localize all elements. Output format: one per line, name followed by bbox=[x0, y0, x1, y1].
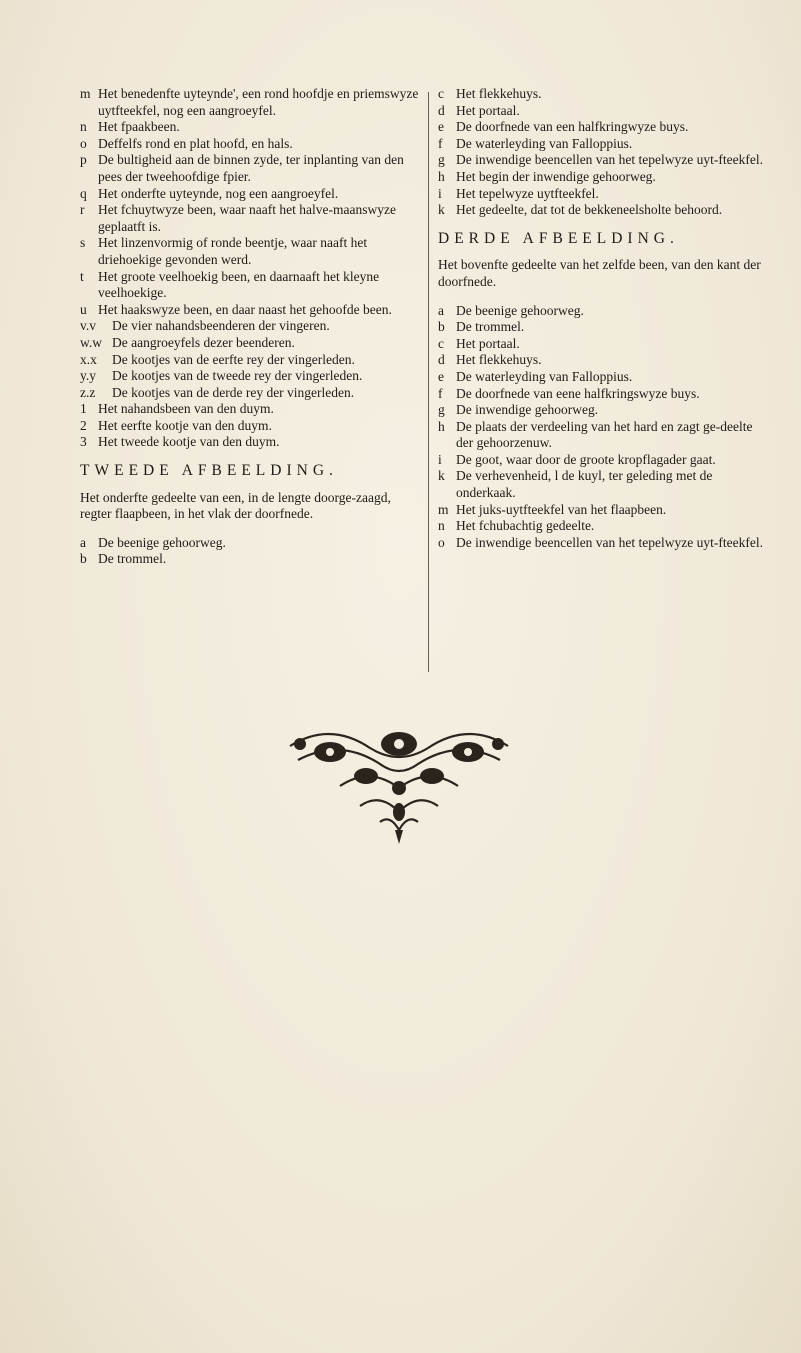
legend-text: Het tepelwyze uytfteekfel. bbox=[456, 185, 599, 201]
left-legend-list-2 bbox=[80, 535, 422, 568]
left-column bbox=[80, 86, 422, 568]
right-column bbox=[438, 86, 770, 551]
legend-entry bbox=[438, 452, 770, 469]
legend-key: f bbox=[438, 135, 443, 151]
legend-text: Het nahandsbeen van den duym. bbox=[98, 401, 274, 417]
legend-key: 2 bbox=[80, 417, 87, 433]
legend-key: w.w bbox=[80, 334, 102, 350]
legend-key: e bbox=[438, 368, 444, 384]
legend-text: De aangroeyfels dezer beenderen. bbox=[112, 334, 295, 350]
legend-key: d bbox=[438, 352, 445, 368]
legend-key: 1 bbox=[80, 401, 87, 417]
legend-entry bbox=[80, 186, 422, 203]
legend-key: g bbox=[438, 152, 445, 168]
legend-entry bbox=[438, 336, 770, 353]
legend-entry bbox=[438, 402, 770, 419]
legend-key: n bbox=[80, 119, 87, 135]
legend-entry bbox=[80, 401, 422, 418]
legend-key: m bbox=[80, 86, 91, 101]
right-legend-list bbox=[438, 86, 770, 219]
legend-text: Het haakswyze been, en daar naast het gehoofde been. bbox=[98, 301, 392, 317]
legend-entry bbox=[438, 386, 770, 403]
legend-text: De beenige gehoorweg. bbox=[456, 302, 584, 318]
legend-key: k bbox=[438, 202, 445, 218]
legend-entry bbox=[438, 535, 770, 552]
legend-entry bbox=[438, 169, 770, 186]
floral-ornament-icon bbox=[270, 726, 528, 846]
heading-derde-afbeelding: DERDE AFBEELDING. bbox=[438, 229, 679, 247]
legend-entry bbox=[80, 385, 422, 402]
legend-key: u bbox=[80, 301, 87, 317]
legend-text: Het onderfte uyteynde, nog een aangroeyfel. bbox=[98, 185, 339, 201]
legend-text: Het linzenvormig of ronde beentje, waar naaft het driehoekige gevonden werd. bbox=[98, 235, 368, 267]
legend-text: Het benedenfte uyteynde', een rond hoofdje en priemswyze uytfteekfel, nog een aangroeyfel. bbox=[98, 86, 419, 118]
legend-key: i bbox=[438, 451, 442, 467]
legend-key: b bbox=[438, 319, 445, 335]
legend-entry bbox=[80, 551, 422, 568]
legend-text: Het eerfte kootje van den duym. bbox=[98, 417, 272, 433]
legend-text: Het juks-uytfteekfel van het flaapbeen. bbox=[456, 501, 667, 517]
legend-text: De bultigheid aan de binnen zyde, ter inplanting van den pees der tweehoofdige fpier. bbox=[98, 152, 404, 184]
legend-entry bbox=[438, 103, 770, 120]
legend-entry bbox=[80, 302, 422, 319]
legend-key: m bbox=[438, 501, 449, 517]
right-description-paragraph: Het bovenfte gedeelte van het zelfde been, van den kant der doorfnede. bbox=[438, 257, 761, 289]
legend-text: Het begin der inwendige gehoorweg. bbox=[456, 168, 656, 184]
legend-key: q bbox=[80, 185, 87, 201]
legend-text: Deffelfs rond en plat hoofd, en hals. bbox=[98, 135, 293, 151]
legend-text: Het groote veelhoekig been, en daarnaaft het kleyne veelhoekige. bbox=[98, 268, 380, 301]
legend-text: Het fchubachtig gedeelte. bbox=[456, 518, 595, 534]
legend-key: n bbox=[438, 518, 445, 534]
legend-key: c bbox=[438, 335, 444, 351]
legend-key: 3 bbox=[80, 434, 87, 450]
legend-text: Het fpaakbeen. bbox=[98, 119, 180, 135]
legend-key: e bbox=[438, 119, 444, 135]
legend-entry bbox=[438, 518, 770, 535]
legend-entry bbox=[438, 202, 770, 219]
legend-entry bbox=[80, 535, 422, 552]
legend-entry bbox=[80, 152, 422, 185]
legend-key: a bbox=[80, 534, 86, 550]
legend-key: y.y bbox=[80, 368, 96, 384]
legend-text: De kootjes van de derde rey der vingerleden. bbox=[112, 384, 355, 400]
legend-key: c bbox=[438, 86, 444, 101]
legend-text: De trommel. bbox=[98, 551, 167, 567]
legend-entry bbox=[80, 119, 422, 136]
legend-entry bbox=[438, 352, 770, 369]
legend-text: Het flekkehuys. bbox=[456, 352, 542, 368]
legend-text: Het flekkehuys. bbox=[456, 86, 542, 101]
legend-key: h bbox=[438, 168, 445, 184]
column-divider bbox=[428, 92, 429, 672]
legend-key: b bbox=[80, 551, 87, 567]
legend-entry bbox=[438, 86, 770, 103]
legend-text: De doorfnede van een halfkringwyze buys. bbox=[456, 119, 689, 135]
legend-entry bbox=[80, 368, 422, 385]
legend-entry bbox=[80, 136, 422, 153]
legend-entry bbox=[438, 468, 770, 501]
legend-text: Het fchuytwyze been, waar naaft het halve-maanswyze geplaatft is. bbox=[98, 202, 396, 234]
legend-key: f bbox=[438, 385, 443, 401]
right-legend-list-2 bbox=[438, 303, 770, 552]
legend-key: o bbox=[80, 135, 87, 151]
legend-text: De verhevenheid, l de kuyl, ter geleding met de onderkaak. bbox=[456, 468, 713, 501]
legend-key: g bbox=[438, 402, 445, 418]
heading-tweede-afbeelding: TWEEDE AFBEELDING. bbox=[80, 462, 338, 480]
legend-entry bbox=[438, 119, 770, 136]
legend-key: s bbox=[80, 235, 86, 251]
legend-entry bbox=[80, 318, 422, 335]
legend-text: De plaats der verdeeling van het hard en zagt ge-deelte der gehoorzenuw. bbox=[456, 418, 753, 451]
legend-key: z.z bbox=[80, 384, 96, 400]
legend-entry bbox=[80, 235, 422, 268]
legend-text: De doorfnede van eene halfkringswyze buys. bbox=[456, 385, 700, 401]
legend-key: r bbox=[80, 202, 85, 218]
legend-text: Het tweede kootje van den duym. bbox=[98, 434, 280, 450]
legend-entry bbox=[80, 86, 422, 119]
legend-entry bbox=[438, 319, 770, 336]
legend-entry bbox=[80, 352, 422, 369]
legend-key: h bbox=[438, 418, 445, 434]
legend-text: De beenige gehoorweg. bbox=[98, 534, 226, 550]
legend-text: Het gedeelte, dat tot de bekkeneelsholte behoord. bbox=[456, 202, 723, 218]
legend-key: t bbox=[80, 268, 84, 284]
legend-text: De inwendige beencellen van het tepelwyze uyt-fteekfel. bbox=[456, 152, 763, 168]
legend-entry bbox=[438, 186, 770, 203]
legend-text: De trommel. bbox=[456, 319, 525, 335]
legend-entry bbox=[80, 202, 422, 235]
legend-entry bbox=[438, 369, 770, 386]
legend-entry bbox=[438, 152, 770, 169]
legend-entry bbox=[438, 502, 770, 519]
legend-key: k bbox=[438, 468, 445, 484]
legend-text: De inwendige beencellen van het tepelwyze uyt-fteekfel. bbox=[456, 534, 763, 550]
legend-text: De kootjes van de eerfte rey der vingerleden. bbox=[112, 351, 355, 367]
left-description-paragraph: Het onderfte gedeelte van een, in de lengte doorge-zaagd, regter flaapbeen, in het vlak der doorfnede. bbox=[80, 489, 391, 522]
legend-entry bbox=[80, 269, 422, 302]
legend-entry bbox=[438, 136, 770, 153]
legend-text: De vier nahandsbeenderen der vingeren. bbox=[112, 318, 330, 334]
legend-key: d bbox=[438, 102, 445, 118]
legend-entry bbox=[80, 418, 422, 435]
legend-key: i bbox=[438, 185, 442, 201]
legend-text: Het portaal. bbox=[456, 102, 520, 118]
legend-text: De waterleyding van Falloppius. bbox=[456, 368, 633, 384]
legend-key: v.v bbox=[80, 318, 96, 334]
legend-text: Het portaal. bbox=[456, 335, 520, 351]
left-legend-list bbox=[80, 86, 422, 451]
legend-entry bbox=[80, 335, 422, 352]
legend-text: De goot, waar door de groote kropflagader gaat. bbox=[456, 451, 716, 467]
legend-key: p bbox=[80, 152, 87, 168]
legend-text: De kootjes van de tweede rey der vingerleden. bbox=[112, 368, 363, 384]
legend-key: x.x bbox=[80, 351, 97, 367]
legend-text: De waterleyding van Falloppius. bbox=[456, 135, 633, 151]
legend-entry bbox=[438, 303, 770, 320]
legend-text: De inwendige gehoorweg. bbox=[456, 402, 599, 418]
legend-key: o bbox=[438, 534, 445, 550]
legend-entry bbox=[80, 434, 422, 451]
legend-key: a bbox=[438, 302, 444, 318]
legend-entry bbox=[438, 419, 770, 452]
